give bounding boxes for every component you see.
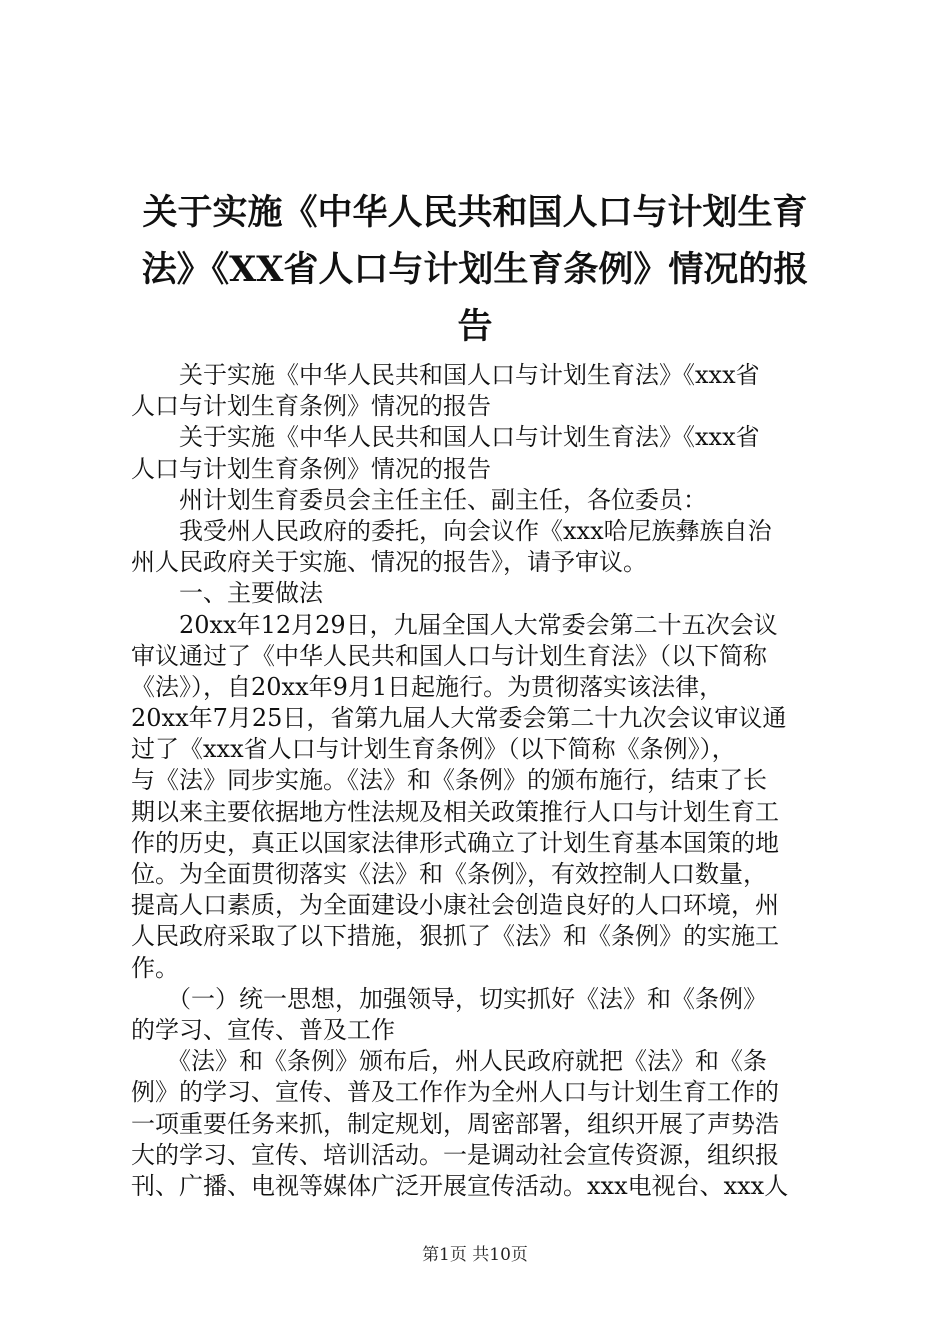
body-text-line: 一、主要做法 (131, 579, 323, 608)
body-text-line: 大的学习、宣传、培训活动。一是调动社会宣传资源，组织报 (131, 1140, 779, 1169)
body-text-line: 审议通过了《中华人民共和国人口与计划生育法》（以下简称 (131, 641, 767, 670)
body-text-line: 作。 (131, 953, 179, 982)
body-text-line: 20xx年12月29日，九届全国人大常委会第二十五次会议 (131, 610, 778, 639)
body-text-line: 人民政府采取了以下措施，狠抓了《法》和《条例》的实施工 (131, 922, 779, 951)
body-text-line: 期以来主要依据地方性法规及相关政策推行人口与计划生育工 (131, 797, 779, 826)
body-text-line: 关于实施《中华人民共和国人口与计划生育法》《xxx省 (131, 423, 760, 452)
body-text-line: 人口与计划生育条例》情况的报告 (131, 454, 491, 483)
body-text-line: 过了《xxx省人口与计划生育条例》（以下简称《条例》）， (131, 735, 736, 764)
body-text-line: 提高人口素质，为全面建设小康社会创造良好的人口环境，州 (131, 891, 779, 920)
body-text-line: 我受州人民政府的委托，向会议作《xxx哈尼族彝族自治 (131, 516, 772, 545)
page-footer: 第1页 共10页 (422, 1245, 528, 1265)
body-text-line: 与《法》同步实施。《法》和《条例》的颁布施行，结束了长 (131, 766, 767, 795)
body-text-line: 《法》），自20xx年9月1日起施行。为贯彻落实该法律， (131, 672, 724, 701)
body-text-line: 的学习、宣传、普及工作 (131, 1015, 395, 1044)
body-text-line: （一）统一思想，加强领导，切实抓好《法》和《条例》 (131, 984, 767, 1013)
document-title (120, 184, 830, 355)
body-text-line: 作的历史，真正以国家法律形式确立了计划生育基本国策的地 (131, 828, 779, 857)
body-text-line: 州计划生育委员会主任主任、副主任，各位委员： (131, 485, 707, 514)
body-text-line: 人口与计划生育条例》情况的报告 (131, 392, 491, 421)
title-line: 告 (457, 306, 493, 347)
body-text-line: 关于实施《中华人民共和国人口与计划生育法》《xxx省 (131, 361, 760, 389)
body-text-line: 《法》和《条例》颁布后，州人民政府就把《法》和《条 (131, 1047, 767, 1076)
title-line: 法》《XX省人口与计划生育条例》情况的报 (141, 249, 809, 290)
document-body (131, 360, 836, 1202)
body-text-line: 位。为全面贯彻落实《法》和《条例》，有效控制人口数量， (131, 860, 767, 888)
title-line: 关于实施《中华人民共和国人口与计划生育 (142, 192, 808, 233)
body-text-line: 刊、广播、电视等媒体广泛开展宣传活动。xxx电视台、xxx人 (131, 1171, 789, 1200)
body-text-line: 例》的学习、宣传、普及工作作为全州人口与计划生育工作的 (131, 1078, 779, 1107)
body-text-line: 州人民政府关于实施、情况的报告》，请予审议。 (131, 548, 647, 577)
body-text-line: 一项重要任务来抓，制定规划，周密部署，组织开展了声势浩 (131, 1109, 779, 1138)
body-text-line: 20xx年7月25日，省第九届人大常委会第二十九次会议审议通 (131, 704, 787, 733)
